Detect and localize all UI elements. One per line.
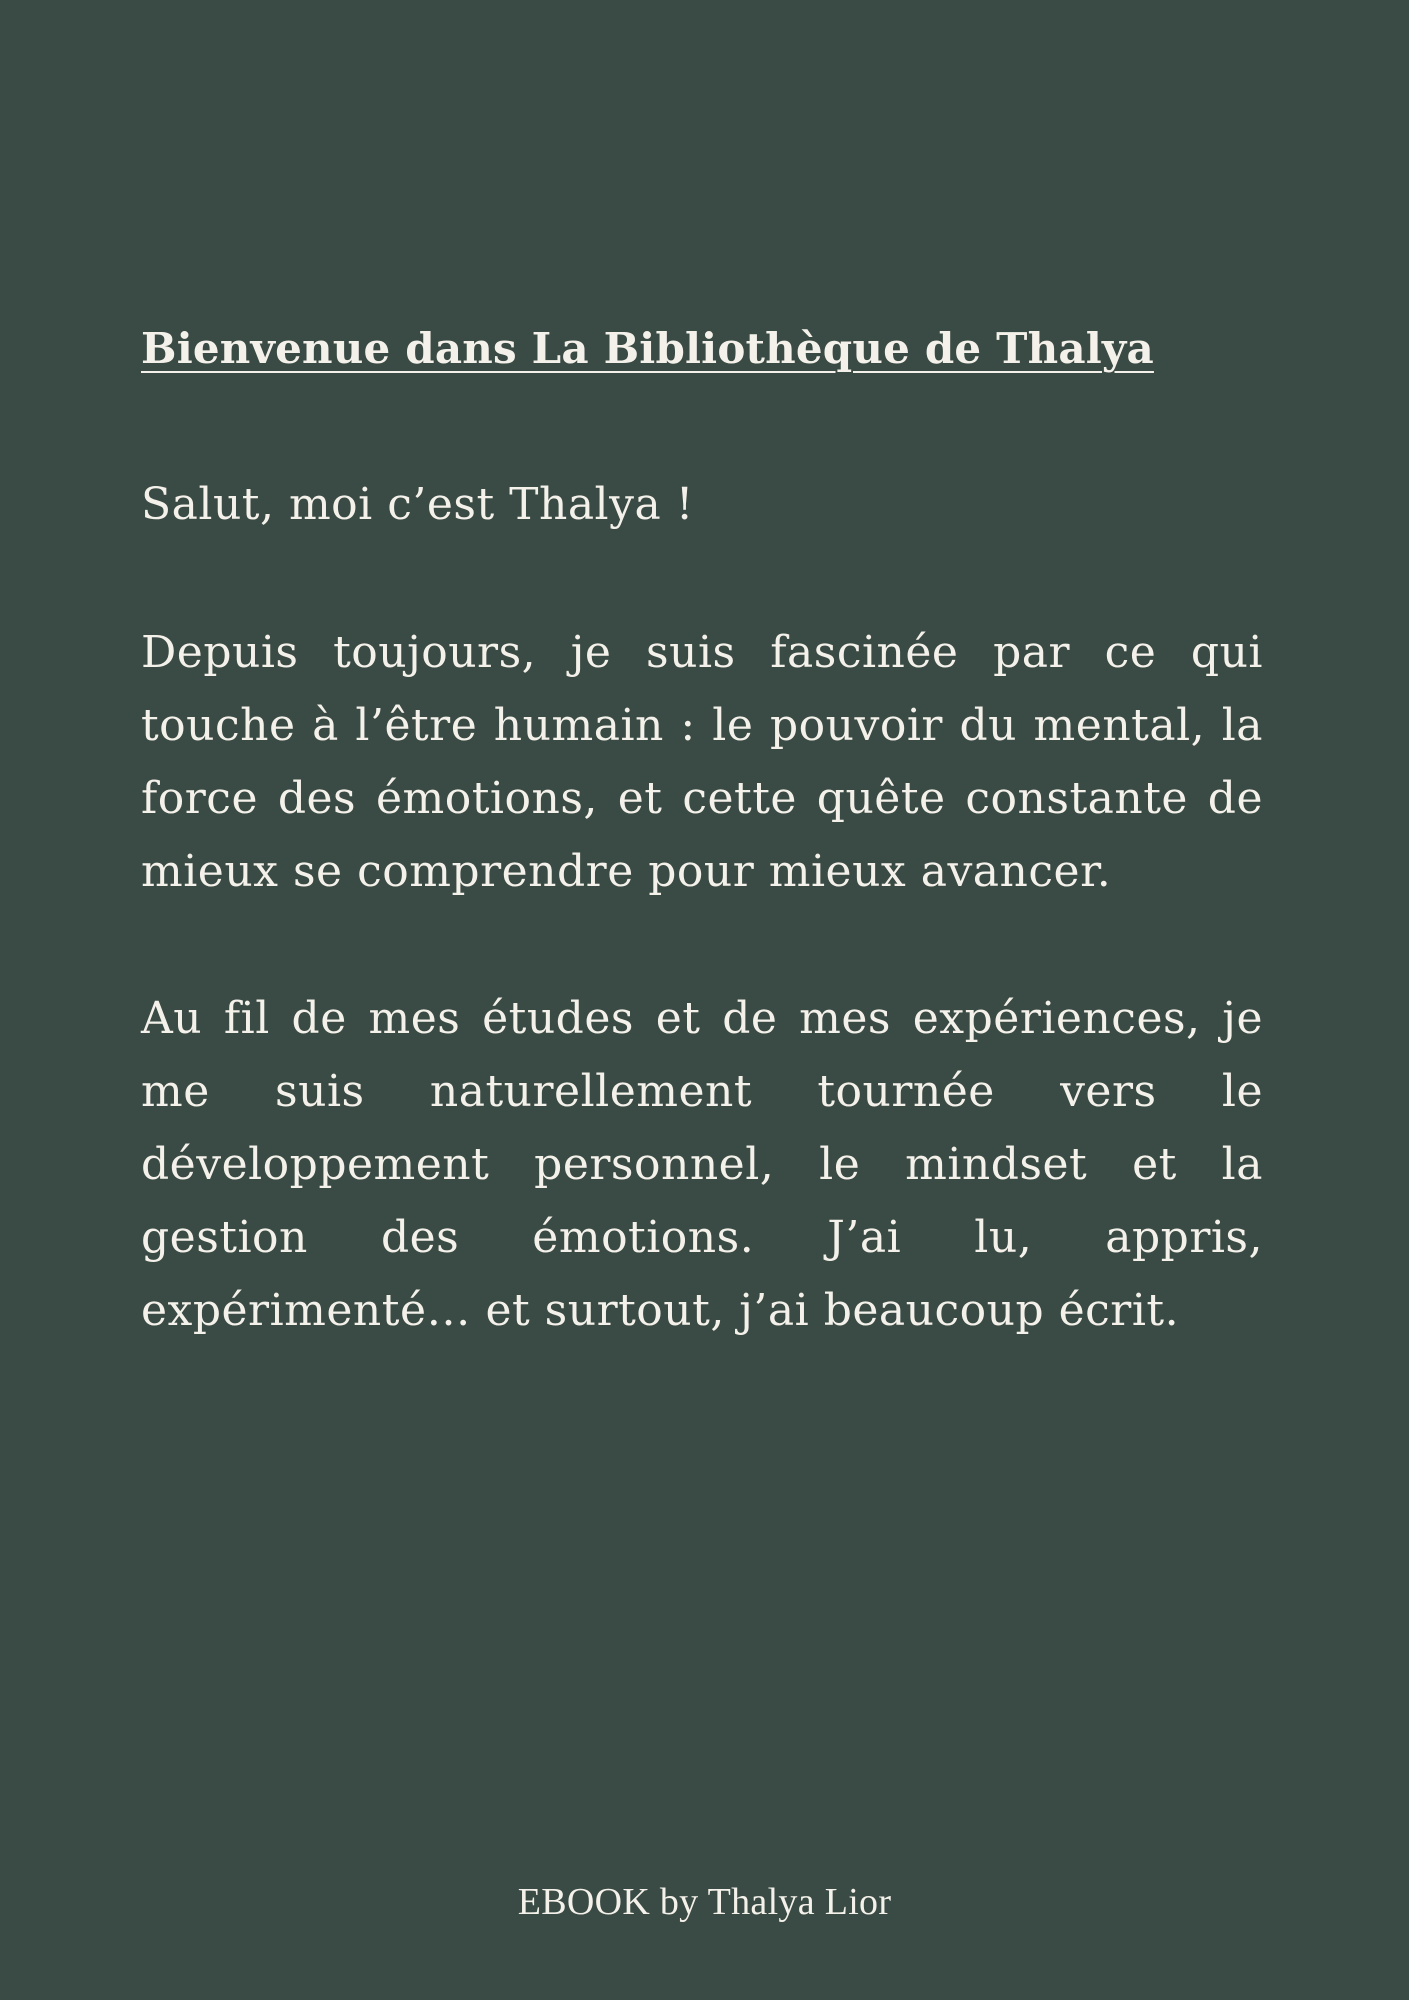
paragraph-intro: Depuis toujours, je suis fascinée par ce qui touche à l’être humain : le pouvoir du mental, la force des émotions, et cette quête constante de mieux se comprendre pour mieux avancer.	[141, 627, 1263, 898]
greeting-text: Salut, moi c’est Thalya !	[141, 479, 694, 531]
footer-credit: EBOOK by Thalya Lior	[517, 1881, 892, 1923]
page-title: Bienvenue dans La Bibliothèque de Thalya	[141, 324, 1154, 373]
paragraph-journey: Au fil de mes études et de mes expériences, je me suis naturellement tournée vers le développement personnel, le mindset et la gestion des émotions. J’ai lu, appris, expérimenté… et surtout, j’ai beaucoup écrit.	[141, 993, 1263, 1337]
page-content	[141, 324, 1263, 1421]
